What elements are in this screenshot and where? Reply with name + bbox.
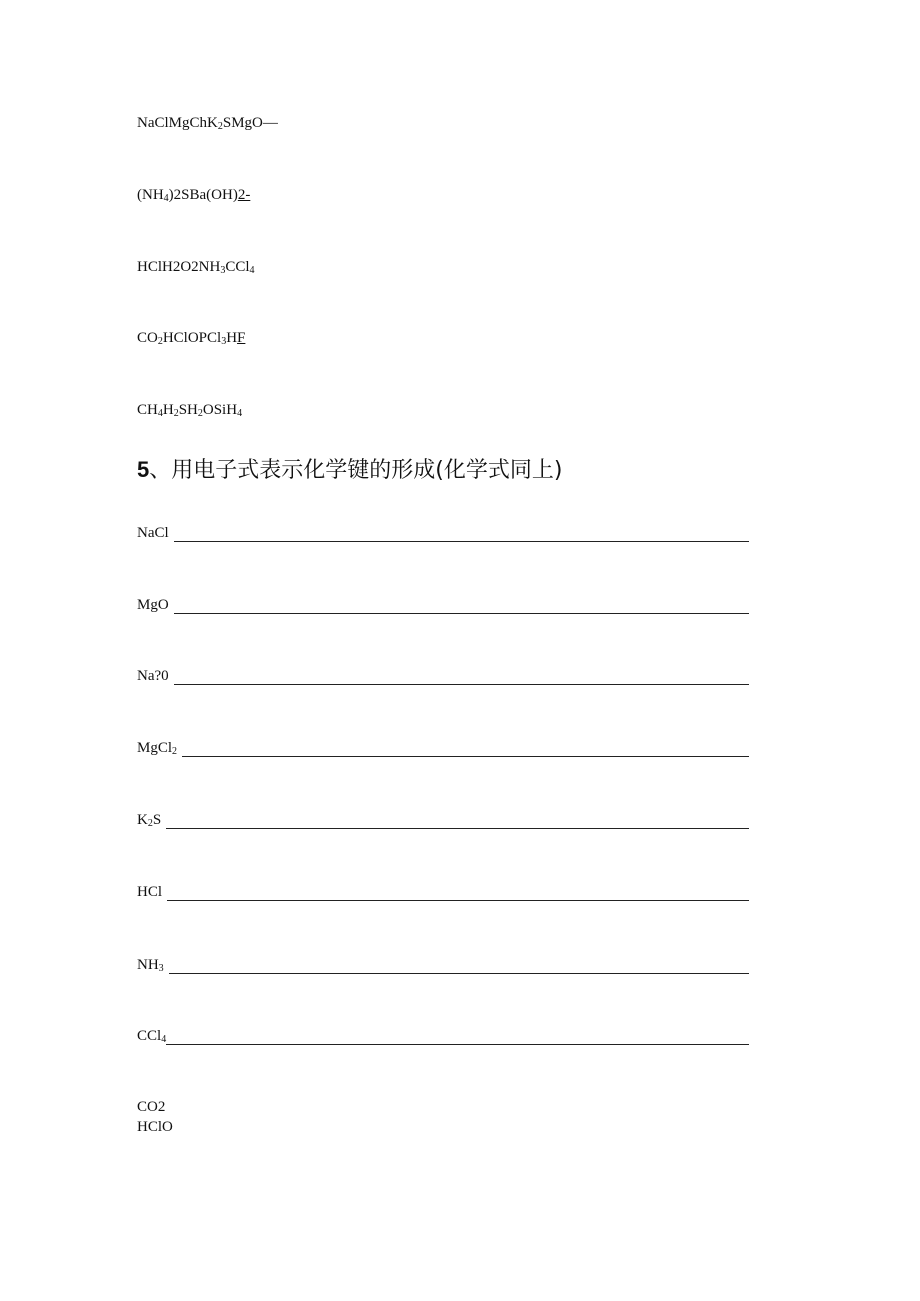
answer-row-na2o (137, 667, 749, 685)
answer-blank-line[interactable] (166, 1030, 749, 1045)
trailing-line-hclo: HClO (137, 1119, 173, 1135)
answer-row-nh3 (137, 956, 749, 974)
section-heading (137, 456, 562, 485)
section-title: 、用电子式表示化学键的形成(化学式同上) (149, 458, 563, 483)
section-number: 5 (137, 457, 150, 482)
subscript: 4 (249, 265, 255, 276)
subscript: 4 (237, 408, 243, 419)
formula-line-4 (137, 329, 245, 347)
formula-text: CO (137, 330, 158, 346)
trailing-line-co2: CO2 (137, 1099, 166, 1115)
answer-label: $NH_3$ (137, 957, 164, 974)
formula-text: H (162, 402, 174, 418)
answer-row-nacl (137, 524, 749, 542)
formula-text: HClH2O2NH (137, 259, 221, 275)
formula-text: (NH (137, 187, 164, 203)
formula-text: HClOPCl (162, 330, 222, 346)
subscript: 4 (157, 408, 163, 419)
answer-label: $K_2S$ (137, 812, 162, 829)
subscript: 3 (221, 336, 227, 347)
formula-line-5 (137, 401, 242, 419)
formula-text: NaClMgCh (137, 115, 208, 131)
formula-text: SMgO— (222, 115, 278, 131)
answer-label: MgCl$_2$ (137, 740, 178, 757)
subscript: 3 (220, 265, 226, 276)
formula-text: H (226, 330, 238, 346)
answer-label: NaCl (137, 525, 169, 541)
answer-blank-line[interactable] (167, 886, 749, 901)
answer-label: MgO (137, 597, 169, 613)
answer-label: HCl (137, 884, 163, 900)
formula-line-3 (137, 258, 255, 276)
formula-text: CH (137, 402, 158, 418)
answer-blank-line[interactable] (169, 959, 749, 974)
formula-text: OSiH (202, 402, 238, 418)
answer-label: Na?0 (137, 668, 169, 684)
answer-blank-line[interactable] (182, 742, 749, 757)
formula-line-2 (137, 186, 250, 204)
answer-row-k2s (137, 811, 749, 829)
subscript: 2 (157, 336, 163, 347)
underlined-text: F (237, 330, 246, 346)
formula-text: )2SBa(OH) (168, 187, 238, 203)
formula-line-1 (137, 114, 278, 132)
underlined-text: 2- (237, 187, 251, 203)
subscript: 2 (173, 408, 179, 419)
formula-text: SH (178, 402, 198, 418)
formula-text: K (207, 115, 218, 131)
subscript: 2 (217, 121, 223, 132)
answer-row-ccl4 (137, 1027, 749, 1045)
answer-row-mgo (137, 596, 749, 614)
answer-blank-line[interactable] (174, 670, 749, 685)
answer-blank-line[interactable] (174, 527, 749, 542)
answer-row-hcl (137, 883, 749, 901)
formula-text: CCl (225, 259, 250, 275)
subscript: 4 (163, 193, 169, 204)
answer-blank-line[interactable] (166, 814, 749, 829)
answer-row-mgcl2 (137, 739, 749, 757)
answer-blank-line[interactable] (174, 599, 749, 614)
subscript: 2 (197, 408, 203, 419)
answer-label: CCl$_4$ (137, 1028, 167, 1045)
